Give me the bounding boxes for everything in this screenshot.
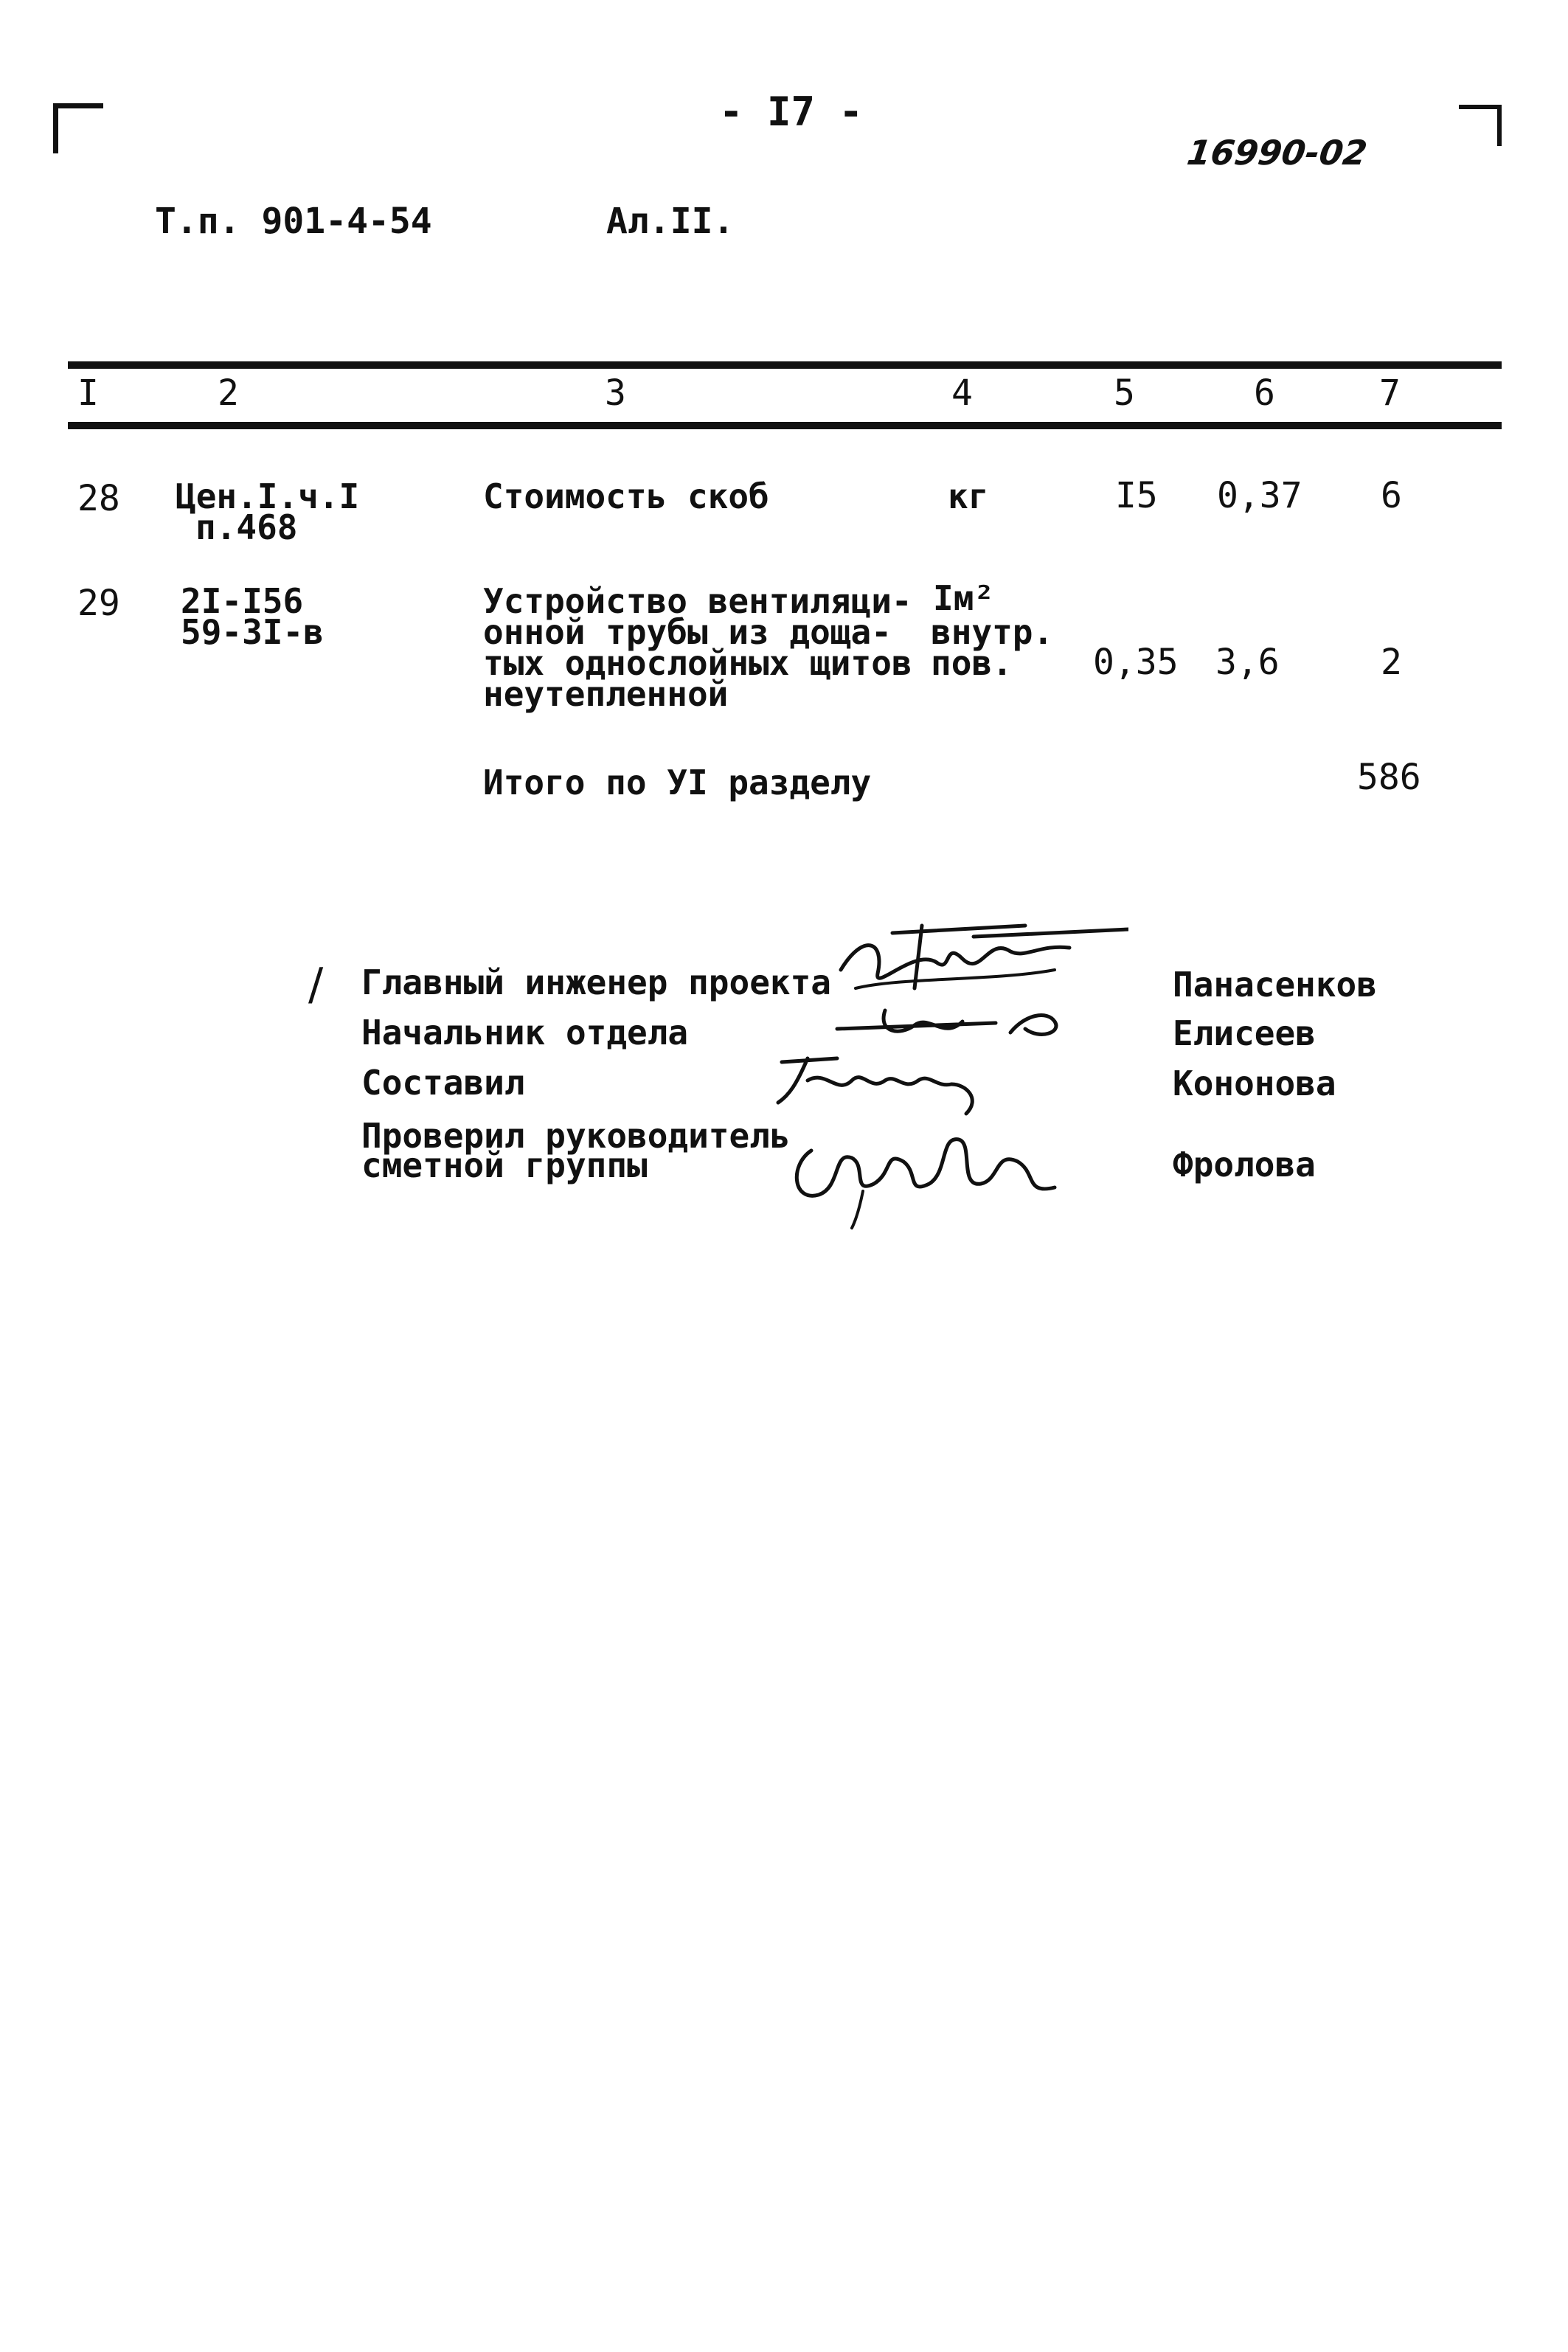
row-unit-line: кг [948,476,989,516]
row-name-line: Устройство вентиляци- [483,581,912,621]
page-number: - I7 - [719,89,864,135]
signatory-name: Елисеев [1173,1013,1316,1053]
row-unit-price: 0,37 [1217,475,1302,516]
row-unit-line: Iм² [933,578,995,618]
column-header-3: 3 [605,372,626,414]
signatory-name: Кононова [1173,1064,1336,1103]
row-code-line: 59-3I-в [181,612,324,652]
row-name-line: тых однослойных щитов [483,643,912,683]
section-total-value: 586 [1357,757,1421,798]
column-header-1: I [77,372,99,414]
row-code-line: п.468 [195,507,298,547]
table-header-bottom-rule [68,422,1502,429]
signature-role-line: Проверил руководитель [361,1116,791,1156]
row-code-line: Цен.I.ч.I [176,476,360,516]
document-code: 16990-02 [1184,133,1370,173]
standard-project-number: Т.п. 901-4-54 [155,201,432,242]
signature-role: Составил [361,1063,525,1103]
slash-mark: / [308,959,324,1010]
signature-role-line: сметной группы [361,1145,648,1185]
row-quantity: I5 [1115,475,1158,516]
column-header-2: 2 [218,372,239,414]
corner-mark-top-left-vertical [53,103,58,153]
row-name-line: Стоимость скоб [483,476,769,516]
row-total: 6 [1381,475,1402,516]
signatory-name: Фролова [1173,1145,1316,1184]
signature-role: Главный инженер проекта [361,962,831,1002]
row-name-line: онной трубы из доща- [483,612,892,652]
handwritten-signature-group-head [782,1121,1077,1232]
album-number: Ал.II. [606,201,735,242]
signatory-name: Панасенков [1173,965,1377,1005]
row-unit-line: внутр. [931,612,1054,652]
row-quantity: 0,35 [1093,642,1179,683]
corner-mark-top-right-vertical [1497,105,1502,146]
row-unit-price: 3,6 [1215,642,1280,683]
handwritten-signature-compiler [767,1044,1010,1125]
row-unit-line: пов. [931,643,1013,683]
column-header-6: 6 [1254,372,1275,414]
column-header-5: 5 [1114,372,1135,414]
corner-mark-top-right [1459,105,1502,109]
row-code-line: 2I-I56 [181,581,304,621]
column-header-4: 4 [951,372,973,414]
signature-role: Начальник отдела [361,1013,689,1052]
row-name-line: неутепленной [483,674,729,714]
row-total: 2 [1381,642,1402,683]
section-total-label: Итого по УI разделу [483,763,872,802]
corner-mark-top-left [53,103,103,108]
row-number: 29 [77,583,120,624]
table-top-rule [68,361,1502,369]
row-number: 28 [77,478,120,519]
column-header-7: 7 [1379,372,1401,414]
